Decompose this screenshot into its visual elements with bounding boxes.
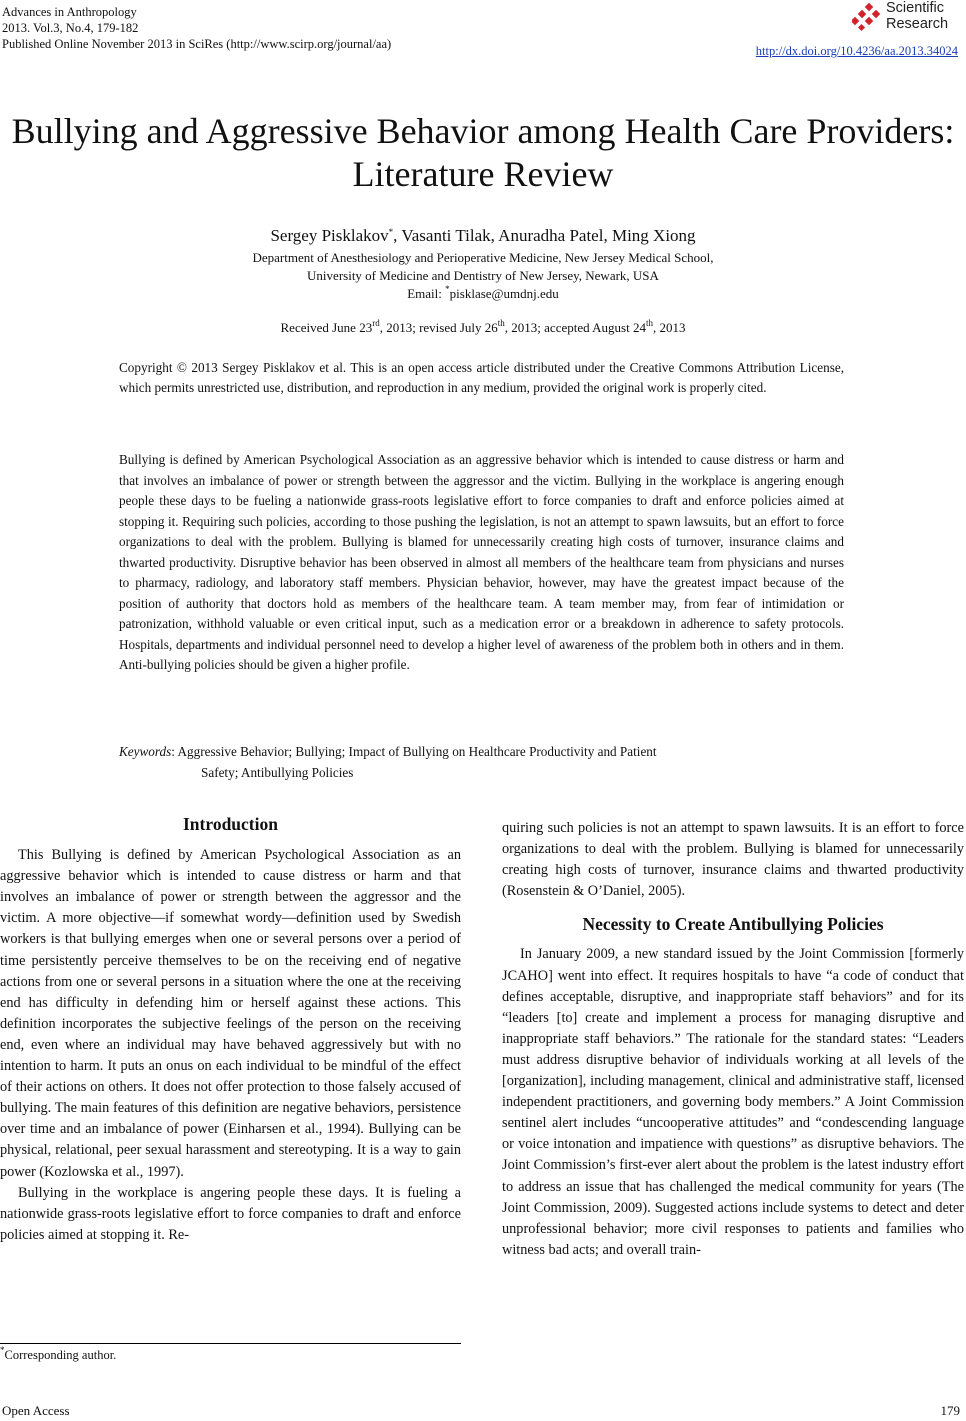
author-list xyxy=(0,226,966,246)
received-dates xyxy=(0,320,966,336)
ordinal-suffix: rd xyxy=(372,318,380,328)
email-line xyxy=(0,285,966,303)
logo-icon xyxy=(852,2,884,32)
other-authors: , Vasanti Tilak, Anuradha Patel, Ming Xiong xyxy=(393,226,696,245)
corresponding-mark: * xyxy=(388,227,394,237)
keywords-label: Keywords xyxy=(119,744,172,759)
keywords-line-2: Safety; Antibullying Policies xyxy=(201,764,354,780)
first-author: Sergey Pisklakov xyxy=(270,226,389,245)
footnote-divider xyxy=(0,1343,461,1344)
logo-text-research: Research xyxy=(886,16,949,32)
ordinal-suffix: th xyxy=(497,318,505,328)
keywords xyxy=(119,742,844,783)
accepted-text: , 2013; accepted August 24 xyxy=(504,320,646,335)
running-header xyxy=(2,4,391,52)
publication-info: Published Online November 2013 in SciRes (http://www.scirp.org/journal/aa) xyxy=(2,37,392,51)
footer-open-access: Open Access xyxy=(2,1403,70,1418)
abstract: Bullying is defined by American Psychological Association as an aggressive behavior which is intended to cause distress or harm and that involves an imbalance of power or strength between the aggressor and the victim. Bullying in the workplace is angering enough people these days to be fueling a nationwide grass-roots legislative effort to force companies to draft and enforce policies aimed at stopping it. Requiring such policies, according to those pushing the legislation, is not an attempt to spawn lawsuits, but an effort to force organizations to deal with the problem. Bullying is blamed for unnecessarily creating high costs of turnover, insurance claims and thwarted productivity. Disruptive behavior has been observed in almost all members of the healthcare team from physicians and nurses to pharmacy, radiology, and laboratory staff members. Physician behavior, however, may have the greatest impact because of the position of authority that doctors hold as members of the healthcare team. A team member may, from fear of intimidation or patronization, withhold valuable or even critical input, such as a medication error or a breakdown in adherence to safety protocols. Hospitals, departments and individual personnel need to develop a higher level of awareness of the problem both in others and in them. Anti-bullying policies should be given a higher profile. xyxy=(119,452,844,672)
journal-name: Advances in Anthropology xyxy=(2,5,137,19)
section-heading-introduction: Introduction xyxy=(183,814,278,834)
footnote-text: Corresponding author. xyxy=(4,1348,117,1362)
footnote-mark: * xyxy=(0,1345,5,1355)
footnote xyxy=(0,1345,117,1363)
received-text: Received June 23 xyxy=(280,320,373,335)
email-mark: * xyxy=(445,284,450,294)
paragraph: Bullying in the workplace is angering people these days. It is fueling a nationwide grass-roots legislative effort to force companies to draft and enforce policies aimed at stopping it. Re- xyxy=(0,1184,461,1243)
paper-title xyxy=(0,110,966,196)
year-text: , 2013 xyxy=(652,320,686,335)
email-address[interactable]: pisklase@umdnj.edu xyxy=(449,286,559,301)
publisher-logo xyxy=(852,0,962,36)
doi-link[interactable]: http://dx.doi.org/10.4236/aa.2013.34024 xyxy=(755,44,958,58)
title-line-2: Literature Review xyxy=(352,154,614,194)
paragraph: In January 2009, a new standard issued by the Joint Commission [formerly JCAHO] went into effect. It requires hospitals to have “a code of conduct that defines acceptable, disruptive, and inappropriate staff behaviors” and for its “leaders [to] create and implement a process for managing disruptive and inappropriate staff behaviors.” The rationale for the standard states: “Leaders must address disruptive behavior of individuals working at all levels of the [organization], including management, clinical and administrative staff, licensed independent practitioners, and governing body members.” A Joint Commission sentinel alert includes “uncooperative attitudes” and “condescending language or voice intonation and impatience with questions” as disruptive behaviors. The Joint Commission’s first-ever alert about the problem is the latest industry effort to address an issue that has challenged the medical community for years (The Joint Commission, 2009). Suggested actions include systems to detect and deter unprofessional behavior; more civil responses to patients and families who witness bad acts; and overall train- xyxy=(502,946,964,1258)
page-number: 179 xyxy=(940,1403,960,1418)
affiliation-line-2: University of Medicine and Dentistry of New Jersey, Newark, USA xyxy=(307,268,659,283)
paragraph: quiring such policies is not an attempt to spawn lawsuits. It is an effort to force organizations to deal with the problem. Bullying is blamed for unnecessarily creating high costs of turnover, insurance claims and thwarted productivity (Rosenstein & O’Daniel, 2005). xyxy=(502,820,964,900)
title-line-1: Bullying and Aggressive Behavior among Health Care Providers: xyxy=(11,111,955,151)
affiliation xyxy=(0,249,966,303)
journal-volume: 2013. Vol.3, No.4, 179-182 xyxy=(2,21,139,35)
copyright-notice: Copyright © 2013 Sergey Pisklakov et al. This is an open access article distributed under the Creative Commons Attribution License, which permits unrestricted use, distribution, and reproduction in any medium, provided the original work is properly cited. xyxy=(119,360,844,395)
right-column xyxy=(502,818,964,1261)
doi-container xyxy=(756,44,958,59)
left-column xyxy=(0,814,461,1246)
section-heading-antibullying: Necessity to Create Antibullying Policies xyxy=(582,914,884,935)
ordinal-suffix: th xyxy=(645,318,653,328)
email-label: Email: xyxy=(407,286,446,301)
keywords-line-1: : Aggressive Behavior; Bullying; Impact of Bullying on Healthcare Productivity and Patient xyxy=(171,744,657,759)
logo-text-scientific: Scientific xyxy=(886,0,945,16)
revised-text: , 2013; revised July 26 xyxy=(379,320,498,335)
affiliation-line-1: Department of Anesthesiology and Perioperative Medicine, New Jersey Medical School, xyxy=(252,250,714,265)
paragraph: This Bullying is defined by American Psychological Association as an aggressive behavior which is intended to cause distress or harm and that involves an imbalance of power or strength between the aggressor and the victim. A more objective—if somewhat wordy—definition used by Swedish workers is that bullying emerges when one or several persons over a period of time persistently perceive themselves to be on the receiving end of negative actions from one or several persons in a situation where the one at the receiving end has difficulty in defending him or herself against these actions. This definition incorporates the subjective feelings of the person on the receiving end, even where an individual may have behaved aggressively but with no intention to harm. It puts an onus on each individual to be mindful of the effect of their actions on others. It does not offer protection to those falsely accused of bullying. The main features of this definition are negative behaviors, persistence over time and an imbalance of power (Einharsen et al., 1994). Bullying can be physical, relational, peer sexual harassment and stereotyping. It is a way to gain power (Kozlowska et al., 1997). xyxy=(0,847,461,1180)
